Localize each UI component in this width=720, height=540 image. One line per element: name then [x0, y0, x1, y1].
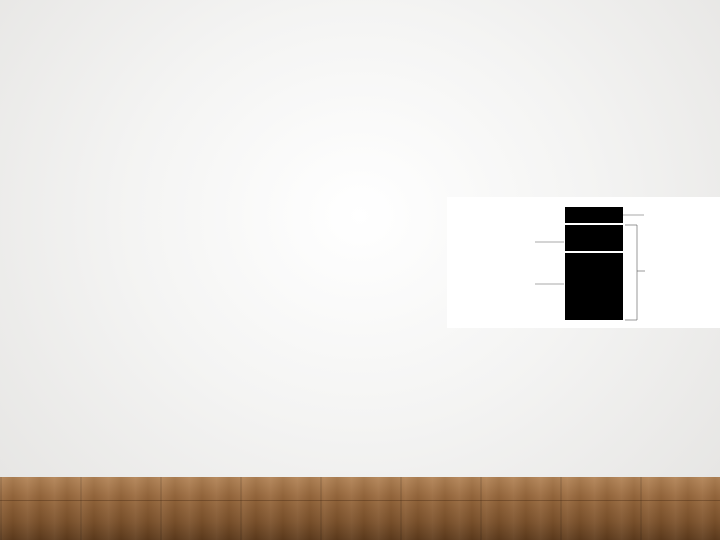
wood-floor [0, 477, 720, 540]
floor-divider [0, 500, 720, 501]
lower-layers-box [565, 253, 623, 320]
application-box [565, 225, 623, 251]
wsdl-soap-box [565, 207, 623, 223]
tcpip-diagram [447, 197, 720, 328]
tcpip-diagram-svg [447, 197, 720, 328]
